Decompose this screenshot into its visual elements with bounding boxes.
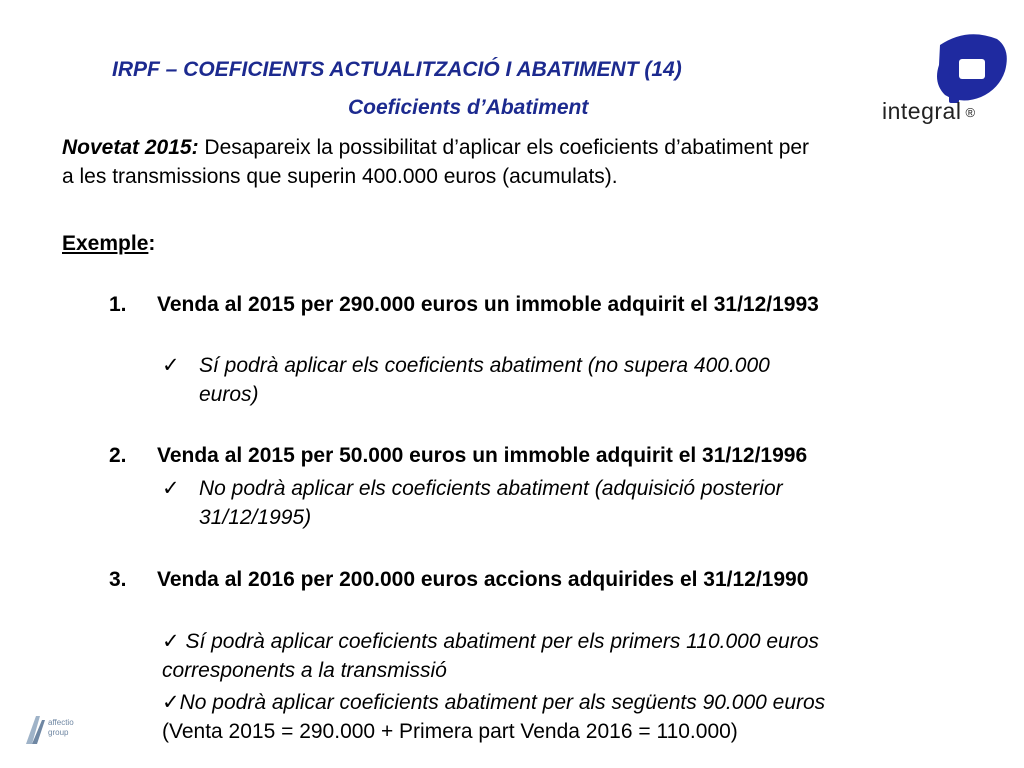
example-label: Exemple (62, 232, 149, 255)
logo-name: integral (882, 98, 962, 124)
slide-subtitle: Coeficients d’Abatiment (348, 96, 589, 119)
note-3-2-text-1: No podrà aplicar coeficients abatiment per als següents 90.000 euros (179, 691, 826, 714)
note-1-1-text-1: Sí podrà aplicar els coeficients abatiment (no supera 400.000 (199, 354, 770, 377)
list-item-2-number: 2. (109, 444, 127, 467)
footer-logo-line-1: affectio (48, 718, 74, 727)
note-2-1-line-1 (162, 474, 783, 503)
slide-title: IRPF – COEFICIENTS ACTUALITZACIÓ I ABATIMENT (14) (112, 58, 682, 81)
list-item-3-text: Venda al 2016 per 200.000 euros accions adquirides el 31/12/1990 (157, 568, 809, 591)
list-item-3-number: 3. (109, 568, 127, 591)
list-item-1-text: Venda al 2015 per 290.000 euros un immoble adquirit el 31/12/1993 (157, 293, 819, 316)
list-item-1-title (109, 290, 819, 319)
checkmark-icon: ✓ (162, 691, 180, 714)
note-2-1-text-1: No podrà aplicar els coeficients abatiment (adquisició posterior (199, 477, 783, 500)
note-3-2-line-1 (162, 688, 825, 717)
note-2-1-line-2: 31/12/1995) (199, 506, 312, 529)
note-1-1-line-1 (162, 351, 770, 380)
intro-line-1 (62, 133, 809, 162)
example-colon: : (148, 232, 156, 255)
note-3-1-line-1 (162, 627, 819, 656)
intro-text-1: Desapareix la possibilitat d’aplicar els coeficients d’abatiment per (198, 136, 810, 159)
checkmark-icon: ✓ (162, 630, 180, 653)
note-1-1-line-2: euros) (199, 383, 259, 406)
note-3-1-text-1: Sí podrà aplicar coeficients abatiment per els primers 110.000 euros (179, 630, 819, 653)
footer-logo-line-2: group (48, 728, 69, 737)
affectio-group-logo-icon (22, 710, 82, 750)
example-heading (62, 229, 155, 258)
checkmark-icon: ✓ (162, 477, 180, 500)
checkmark-icon: ✓ (162, 354, 180, 377)
note-3-2-line-2: (Venta 2015 = 290.000 + Primera part Venda 2016 = 110.000) (162, 720, 738, 743)
integral-logo-text (882, 98, 976, 125)
list-item-2-text: Venda al 2015 per 50.000 euros un immoble adquirit el 31/12/1996 (157, 444, 808, 467)
list-item-2-title (109, 441, 807, 470)
note-3-1-line-2: corresponents a la transmissió (162, 659, 447, 682)
list-item-3-title (109, 565, 808, 594)
registered-mark: ® (965, 105, 976, 120)
intro-label: Novetat 2015: (62, 136, 199, 159)
list-item-1-number: 1. (109, 293, 127, 316)
intro-line-2: a les transmissions que superin 400.000 euros (acumulats). (62, 165, 618, 188)
